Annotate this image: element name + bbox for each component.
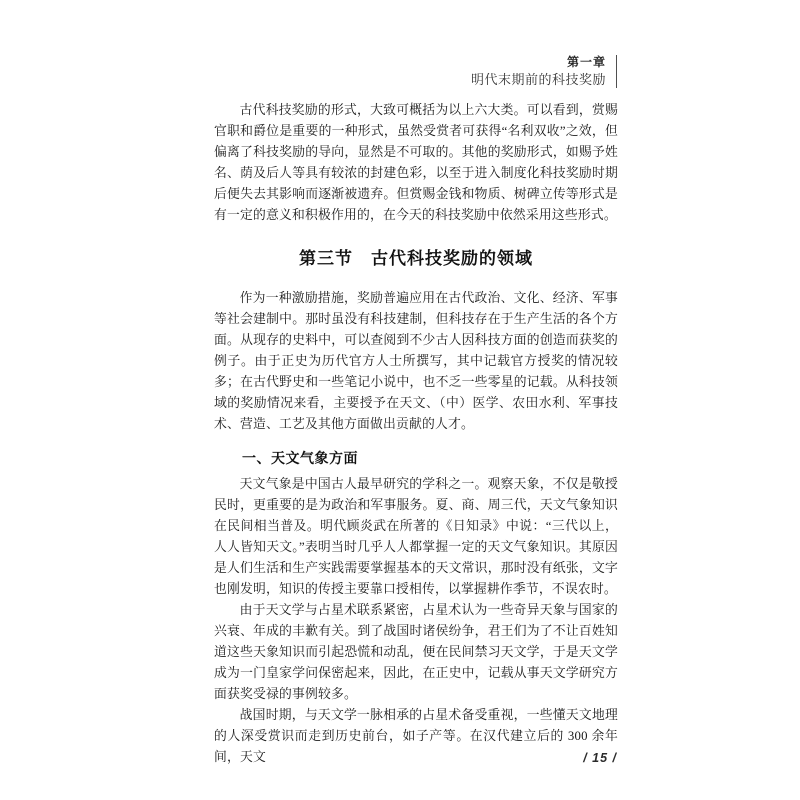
paragraph-astronomy-2: 由于天文学与占星术联系紧密，占星术认为一些奇异天象与国家的兴衰、年成的丰歉有关。到了战国时诸侯纷争，君王们为了不让百姓知道这些天象知识而引起恐慌和动乱，便在民间禁习天文学，于是天文学成为一门皇家学问保密起来，因此，在正史中，记载从事天文学研究方面获奖受禄的事例较多。 xyxy=(214,603,618,701)
paragraph-astronomy-1: 天文气象是中国古人最早研究的学科之一。观察天象，不仅是敬授民时，更重要的是为政治和军事服务。夏、商、周三代，天文气象知识在民间相当普及。明代顾炎武在所著的《日知录》中说：“三代以上，人人皆知天文。”表明当时几乎人人都掌握一定的天文气象知识。其原因是人们生活和生产实践需要掌握基本的天文常识，那时没有纸张，文字也刚发明，知识的传授主要靠口授相传，以掌握耕作季节，不误农时。 xyxy=(214,477,618,596)
paragraph-intro: 古代科技奖励的形式，大致可概括为以上六大类。可以看到，赏赐官职和爵位是重要的一种形式，虽然受赏者可获得“名利双收”之效，但偏离了科技奖励的导向，显然是不可取的。其他的奖励形式，如赐予姓名、荫及后人等具有较浓的封建色彩，以至于进入制度化科技奖励时期后便失去其影响而逐渐被遗弃。但赏赐金钱和物质、树碑立传等形式是有一定的意义和积极作用的，在今天的科技奖励中依然采用这些形式。 xyxy=(214,103,618,222)
paragraph-astronomy-3: 战国时期，与天文学一脉相承的占星术备受重视，一些懂天文地理的人深受赏识而走到历史前台，如子产等。在汉代建立后的 300 余年间，天文 xyxy=(214,708,618,764)
page-content xyxy=(214,100,618,768)
page-number: / 15 / xyxy=(583,751,617,765)
paragraph-overview: 作为一种激励措施，奖励普遍应用在古代政治、文化、经济、军事等社会建制中。那时虽没有科技建制，但科技存在于生产生活的各个方面。从现存的史料中，可以查阅到不少古人因科技方面的创造而获奖的例子。由于正史为历代官方人士所撰写，其中记载官方授奖的情况较多；在古代野史和一些笔记小说中，也不乏一些零星的记载。从科技领域的奖励情况来看，主要授予在天文、（中）医学、农田水利、军事技术、营造、工艺及其他方面做出贡献的人才。 xyxy=(214,291,618,431)
chapter-number: 第一章 xyxy=(566,55,606,69)
chapter-title: 明代末期前的科技奖励 xyxy=(470,72,606,88)
subsection-heading: 一、天文气象方面 xyxy=(242,450,358,466)
page-footer xyxy=(583,749,617,767)
section-heading: 第三节 古代科技奖励的领域 xyxy=(299,249,533,268)
running-header xyxy=(471,55,617,88)
